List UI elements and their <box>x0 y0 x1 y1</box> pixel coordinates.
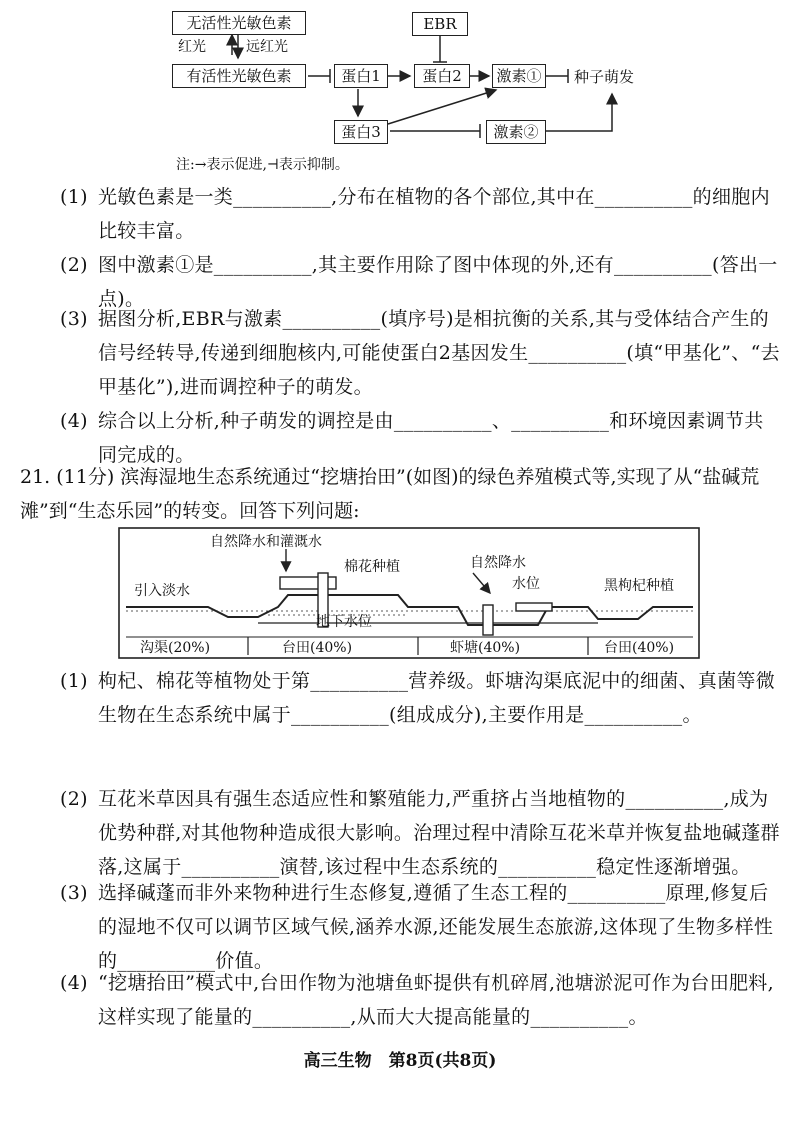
q20-item-num: (2) <box>60 254 88 276</box>
section-field-1: 台田(40%) <box>282 640 353 656</box>
protein3-box: 蛋白3 <box>334 120 388 144</box>
q21-item-text: 互花米草因具有强生态适应性和繁殖能力,严重挤占当地植物的__________,成为优势种群,对其他物种造成很大影响。治理过程中清除互花米草并恢复盐地碱蓬群落,这属于__________演替,该过程中生态系统的__________稳定性逐渐增强。 <box>98 788 780 878</box>
q21-item-num: (3) <box>60 882 88 904</box>
diagram-note: 注:→表示促进,⊣表示抑制。 <box>176 157 349 173</box>
ebr-box: EBR <box>412 12 468 36</box>
q20-item-text: 光敏色素是一类__________,分布在植物的各个部位,其中在__________的细胞内比较丰富。 <box>98 186 770 242</box>
fresh-water-label: 引入淡水 <box>134 583 190 599</box>
section-field-2: 台田(40%) <box>604 640 675 656</box>
q20-item-num: (4) <box>60 410 88 432</box>
flow-arrows <box>0 0 800 180</box>
q21-item-text: 选择碱蓬而非外来物种进行生态修复,遵循了生态工程的__________原理,修复后的湿地不仅可以调节区域气候,涵养水源,还能发展生态旅游,这体现了生物多样性的__________价值。 <box>98 882 774 972</box>
protein1-box: 蛋白1 <box>334 64 388 88</box>
hormone1-box: 激素① <box>492 64 546 88</box>
section-shrimp-pond: 虾塘(40%) <box>450 640 521 656</box>
q21-item-text: “挖塘抬田”模式中,台田作物为池塘鱼虾提供有机碎屑,池塘淤泥可作为台田肥料,这样实现了能量的__________,从而大大提高能量的__________。 <box>98 972 774 1028</box>
rain-irrigation-label: 自然降水和灌溉水 <box>210 534 322 550</box>
section-ditch: 沟渠(20%) <box>140 640 211 656</box>
inactive-phytochrome-box: 无活性光敏色素 <box>172 11 306 35</box>
q21-item-2 <box>60 782 780 884</box>
far-red-light-label: 远红光 <box>246 39 288 55</box>
cotton-label: 棉花种植 <box>344 559 400 575</box>
water-level-label: 水位 <box>512 576 540 592</box>
active-phytochrome-box: 有活性光敏色素 <box>172 64 306 88</box>
red-light-label: 红光 <box>178 39 206 55</box>
q21-stem: 21. (11分) 滨海湿地生态系统通过“挖塘抬田”(如图)的绿色养殖模式等,实现了从“盐碱荒滩”到“生态乐园”的转变。回答下列问题: <box>20 466 760 522</box>
q20-item-text: 图中激素①是__________,其主要作用除了图中体现的外,还有__________(答出一点)。 <box>98 254 778 310</box>
goji-label: 黑枸杞种植 <box>604 578 674 594</box>
q20-item-3 <box>60 302 780 404</box>
q20-item-text: 综合以上分析,种子萌发的调控是由__________、__________和环境因素调节共同完成的。 <box>98 410 764 466</box>
q21-item-text: 枸杞、棉花等植物处于第__________营养级。虾塘沟渠底泥中的细菌、真菌等微生物在生态系统中属于__________(组成成分),主要作用是__________。 <box>98 670 776 726</box>
q21-item-3 <box>60 876 780 978</box>
q21-item-1 <box>60 664 780 732</box>
protein2-box: 蛋白2 <box>414 64 470 88</box>
hormone2-box: 激素② <box>486 120 546 144</box>
natural-rain-label: 自然降水 <box>470 555 526 571</box>
q20-item-text: 据图分析,EBR与激素__________(填序号)是相抗衡的关系,其与受体结合产生的信号经转导,传递到细胞核内,可能使蛋白2基因发生__________(填“甲基化”、“去甲基化”),进而调控种子的萌发。 <box>98 308 780 398</box>
q20-item-num: (1) <box>60 186 88 208</box>
page-footer: 高三生物 第8页(共8页) <box>303 1051 497 1071</box>
q21-item-num: (1) <box>60 670 88 692</box>
q20-item-1 <box>60 180 780 248</box>
groundwater-label: 地下水位 <box>316 614 372 630</box>
q20-item-num: (3) <box>60 308 88 330</box>
q21-item-4 <box>60 966 780 1034</box>
q21-item-num: (4) <box>60 972 88 994</box>
q21-item-num: (2) <box>60 788 88 810</box>
seed-germination-label: 种子萌发 <box>574 68 635 86</box>
